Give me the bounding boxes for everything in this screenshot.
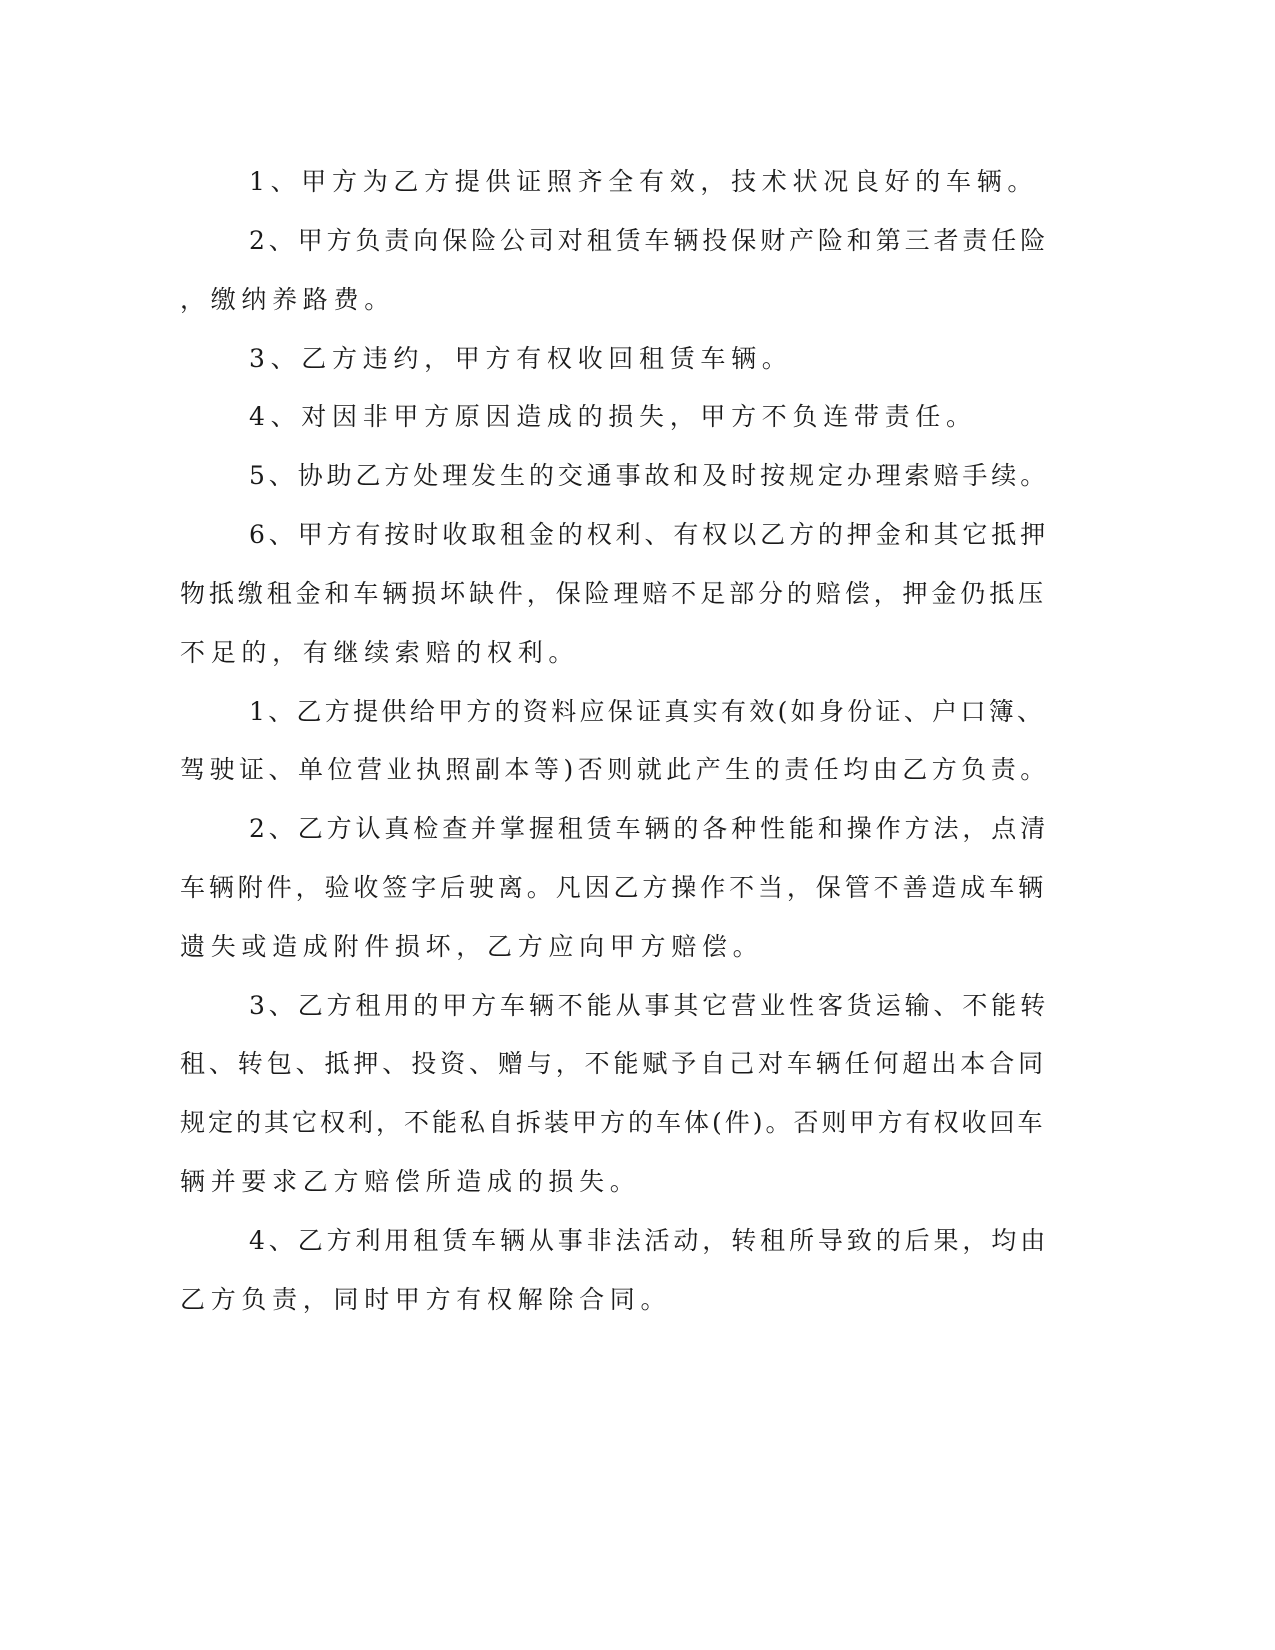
paragraph-line: 物抵缴租金和车辆损坏缺件，保险理赔不足部分的赔偿，押金仍抵压 xyxy=(180,579,1048,608)
paragraph-line: 租、转包、抵押、投资、赠与，不能赋予自己对车辆任何超出本合同 xyxy=(180,1049,1048,1078)
paragraph-line: 乙方负责，同时甲方有权解除合同。 xyxy=(180,1285,672,1314)
paragraph-line: 3、乙方违约，甲方有权收回租赁车辆。 xyxy=(249,344,793,373)
paragraph-line: 1、甲方为乙方提供证照齐全有效，技术状况良好的车辆。 xyxy=(249,167,1039,196)
paragraph-line: 遗失或造成附件损坏，乙方应向甲方赔偿。 xyxy=(180,932,764,961)
paragraph-line: 规定的其它权利，不能私自拆装甲方的车体(件)。否则甲方有权收回车 xyxy=(180,1108,1046,1137)
paragraph-line: 不足的，有继续索赔的权利。 xyxy=(180,638,580,667)
paragraph-line: 6、甲方有按时收取租金的权利、有权以乙方的押金和其它抵押 xyxy=(249,520,1050,549)
paragraph-line: 4、对因非甲方原因造成的损失，甲方不负连带责任。 xyxy=(249,402,977,431)
paragraph-line: 2、乙方认真检查并掌握租赁车辆的各种性能和操作方法，点清 xyxy=(249,814,1050,843)
paragraph-line: 辆并要求乙方赔偿所造成的损失。 xyxy=(180,1167,641,1196)
paragraph-line: 2、甲方负责向保险公司对租赁车辆投保财产险和第三者责任险 xyxy=(249,226,1050,255)
paragraph-line: 驾驶证、单位营业执照副本等)否则就此产生的责任均由乙方负责。 xyxy=(180,755,1050,784)
paragraph-line: 4、乙方利用租赁车辆从事非法活动，转租所导致的后果，均由 xyxy=(249,1226,1050,1255)
paragraph-line: 车辆附件，验收签字后驶离。凡因乙方操作不当，保管不善造成车辆 xyxy=(180,873,1048,902)
paragraph-line: 1、乙方提供给甲方的资料应保证真实有效(如身份证、户口簿、 xyxy=(249,697,1046,726)
paragraph-line: 5、协助乙方处理发生的交通事故和及时按规定办理索赔手续。 xyxy=(249,461,1050,490)
paragraph-line: 3、乙方租用的甲方车辆不能从事其它营业性客货运输、不能转 xyxy=(249,991,1050,1020)
paragraph-line: ，缴纳养路费。 xyxy=(180,285,395,314)
